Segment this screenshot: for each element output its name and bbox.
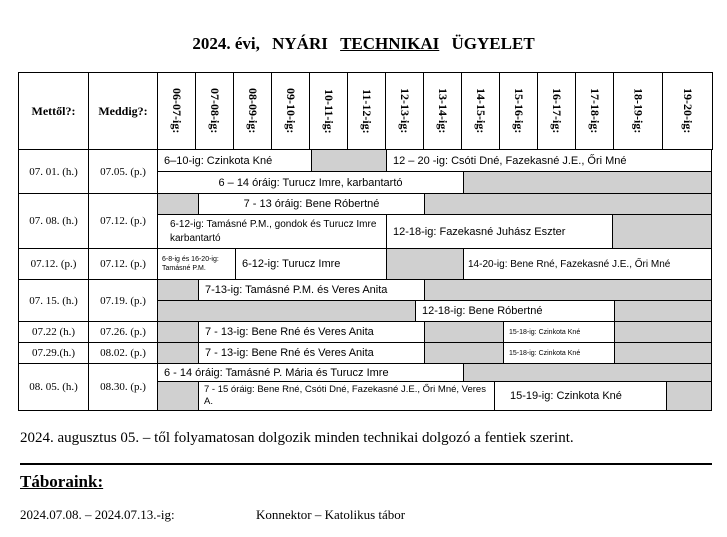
shaded-cell [424,193,712,215]
header-hour-label: 12-13-ig: [398,88,412,134]
shift-r7-tamasne: 6 - 14 óráig: Tamásné P. Mária és Turucz Imre [157,363,464,382]
shift-r1-turucz: 6 – 14 óráig: Turucz Imre, karbantartó [157,171,464,194]
row-4-to: 07.19. (p.) [88,279,158,322]
shift-r3-bene: 14-20-ig: Bene Rné, Fazekasné J.E., Őri Mné [463,248,712,280]
header-hour-label: 15-16-ig: [512,88,526,134]
shaded-cell [424,321,504,343]
header-hour-14 [662,72,713,150]
shaded-cell [157,193,199,215]
header-hour-label: 08-09-ig: [246,88,260,134]
header-hour-12 [575,72,614,150]
row-1-from: 07. 01. (h.) [18,149,89,194]
header-hour-label: 13-14-ig: [436,88,450,134]
row-7-from: 08. 05. (h.) [18,363,89,411]
row-5-from: 07.22 (h.) [18,321,89,343]
shift-r6-czinkota: 15-18-ig: Czinkota Kné [503,342,615,364]
header-to: Meddig?: [88,72,158,150]
schedule-note: 2024. augusztus 05. – től folyamatosan dolgozik minden technikai dolgozó a fentiek szerint. [20,430,574,446]
row-6-from: 07.29.(h.) [18,342,89,364]
shift-r2-bene: 7 - 13 óráig: Bene Róbertné [198,193,425,215]
shift-r7-czinkota: 15-19-ig: Czinkota Kné [494,381,667,411]
row-4-from: 07. 15. (h.) [18,279,89,322]
shaded-cell [157,342,199,364]
shaded-cell [666,381,712,411]
shift-r1-czinkota: 6–10-ig: Czinkota Kné [157,149,312,172]
camps-heading: Táboraink: [20,472,104,491]
row-3-from: 07.12. (p.) [18,248,89,280]
header-hour-9 [461,72,500,150]
header-hour-label: 09-10-ig: [284,88,298,134]
header-hour-6 [347,72,386,150]
header-hour-label: 07-08-ig: [208,88,222,134]
row-5-to: 07.26. (p.) [88,321,158,343]
camp-dates: 2024.07.08. – 2024.07.13.-ig: [20,507,175,522]
shift-r4-tamasne: 7-13-ig: Tamásné P.M. és Veres Anita [198,279,425,301]
camp-name: Konnektor – Katolikus tábor [256,507,406,522]
header-hour-5 [309,72,348,150]
shaded-cell [424,279,712,301]
shift-r3-turucz: 6-12-ig: Turucz Imre [235,248,387,280]
header-hour-7 [385,72,424,150]
title-summer: NYÁRI [272,34,328,53]
title-year: 2024. évi, [192,34,260,53]
header-hour-11 [537,72,576,150]
header-hour-label: 10-11-ig: [322,88,336,134]
shaded-cell [157,279,199,301]
shift-r7-bene: 7 - 15 óráig: Bene Rné, Csóti Dné, Fazekasné J.E., Őri Mné, Veres A. [198,381,495,411]
shaded-cell [614,300,712,322]
row-6-to: 08.02. (p.) [88,342,158,364]
row-2-from: 07. 08. (h.) [18,193,89,249]
header-from: Mettől?: [18,72,89,150]
header-hour-label: 19-20-ig: [681,88,695,134]
header-hour-label: 14-15-ig: [474,88,488,134]
header-hour-label: 16-17-ig: [550,88,564,134]
shaded-cell [311,149,387,172]
shaded-cell [157,321,199,343]
shaded-cell [463,363,712,382]
header-hour-3 [233,72,272,150]
shift-r1-csoti: 12 – 20 -ig: Csóti Dné, Fazekasné J.E., Őri Mné [386,149,712,172]
row-2-to: 07.12. (p.) [88,193,158,249]
shaded-cell [614,321,712,343]
header-hour-label: 11-12-ig: [360,88,374,134]
shaded-cell [612,214,712,249]
shaded-cell [157,381,199,411]
shift-r5-bene: 7 - 13-ig: Bene Rné és Veres Anita [198,321,425,343]
row-7-to: 08.30. (p.) [88,363,158,411]
header-hour-label: 06-07-ig: [170,88,184,134]
row-1-to: 07.05. (p.) [88,149,158,194]
shaded-cell [386,248,464,280]
shaded-cell [463,171,712,194]
shift-r2-fazekasne: 12-18-ig: Fazekasné Juhász Eszter [386,214,613,249]
shift-r4-bene: 12-18-ig: Bene Róbertné [415,300,615,322]
shift-r6-bene: 7 - 13-ig: Bene Rné és Veres Anita [198,342,425,364]
header-hour-1 [157,72,196,150]
header-hour-8 [423,72,462,150]
shift-r3-tamasne: 6-8-ig és 16-20-ig: Tamásné P.M. [157,248,236,280]
row-3-to: 07.12. (p.) [88,248,158,280]
header-hour-2 [195,72,234,150]
shaded-cell [157,300,416,322]
shift-r5-czinkota: 15-18-ig: Czinkota Kné [503,321,615,343]
header-hour-10 [499,72,538,150]
shaded-cell [424,342,504,364]
title-technical: TECHNIKAI [340,34,440,53]
divider [20,463,712,465]
shift-r2-tamasne: 6-12-ig: Tamásné P.M., gondok és Turucz Imre karbantartó [157,214,387,249]
shaded-cell [614,342,712,364]
header-hour-13 [613,72,663,150]
title-duty: ÜGYELET [451,34,535,53]
header-hour-label: 17-18-ig: [588,88,602,134]
header-hour-label: 18-19-ig: [631,88,646,134]
header-hour-4 [271,72,310,150]
